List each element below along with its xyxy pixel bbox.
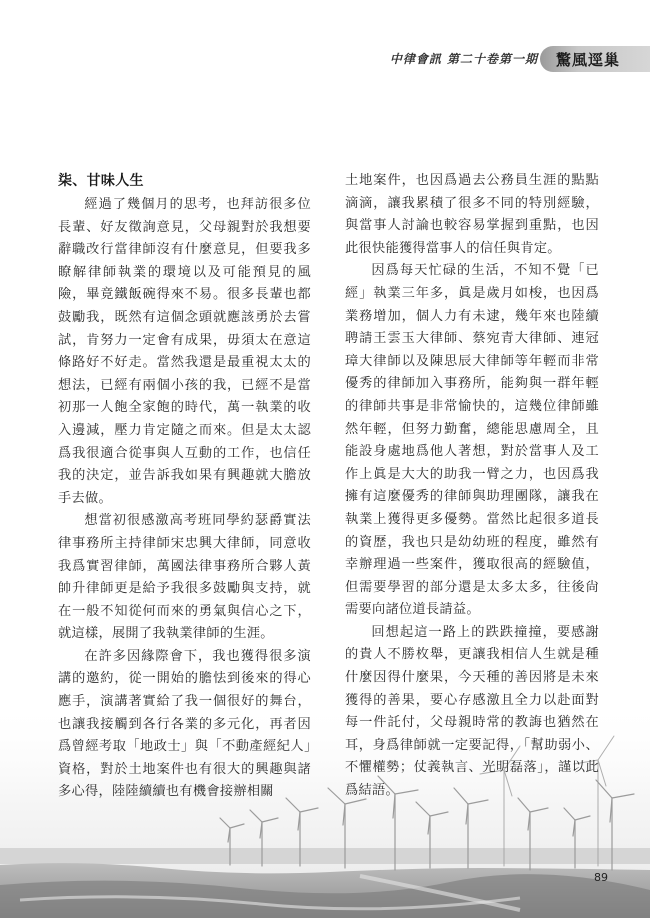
page-number: 89 <box>594 871 608 884</box>
left-column <box>58 170 311 804</box>
paragraph: 因爲每天忙碌的生活，不知不覺「已經」執業三年多，眞是歲月如梭，也因爲業務增加，個人力有未逮，幾年來也陸續聘請王雲玉大律師、蔡宛青大律師、連冠璋大律師以及陳思辰大律師等年輕而非常優秀的律師加入事務所，能夠與一群年輕的律師共事是非常愉快的，這幾位律師雖然年輕，但努力勤奮，總能思慮周全，且能設身處地爲他人著想，對於當事人及工作上眞是大大的助我一臂之力，也因爲我擁有這麼優秀的律師與助理團隊，讓我在執業上獲得更多優勢。當然比起很多道長的資歷，我也只是幼幼班的程度，雖然有幸辦理過一些案件，獲取很高的經驗值，但需要學習的部分還是太多太多，往後尙需要向諸位道長請益。 <box>345 263 599 618</box>
right-column <box>345 170 599 803</box>
paragraph: 在許多因緣際會下，我也獲得很多演講的邀約，從一開始的膽怯到後來的得心應手，演講著實給了我一個很好的舞台，也讓我接觸到各行各業的多元化，再者因爲曾經考取「地政士」與「不動產經紀人」資格，對於土地案件也有很大的興趣與諸多心得，陸陸續續也有機會接辦相關 <box>58 648 311 800</box>
paragraph: 土地案件，也因爲過去公務員生涯的點點滴滴，讓我累積了很多不同的特別經驗，與當事人討論也較容易掌握到重點，也因此很快能獲得當事人的信任與肯定。 <box>345 173 599 256</box>
publication-title: 中律會訊 第二十卷第一期 <box>389 52 538 66</box>
section-title: 柒、甘味人生 <box>58 173 144 189</box>
section-tab-label: 驚風逕巢 <box>556 51 621 69</box>
paragraph: 想當初很感激高考班同學約瑟爵實法律事務所主持律師宋忠興大律師，同意收我爲實習律師，萬國法律事務所合夥人黃帥升律師更是給予我很多鼓勵與支持，就在一般不知從何而來的勇氣與信心之下，就這樣，展開了我執業律師的生涯。 <box>58 513 311 642</box>
section-tab <box>540 46 650 72</box>
page-header <box>0 48 650 70</box>
paragraph: 回想起這一路上的跌跌撞撞，要感謝的貴人不勝枚舉，更讓我相信人生就是種什麼因得什麼果，今天種的善因將是未來獲得的善果，要心存感激且全力以赴面對每一件託付，父母親時常的教誨也猶然在耳，身爲律師就一定要記得，「幫助弱小、不懼權勢；仗義執言、光明磊落」，謹以此爲結語。 <box>345 624 599 799</box>
paragraph: 經過了幾個月的思考，也拜訪很多位長輩、好友徵詢意見，父母親對於我想要辭職改行當律師沒有什麼意見，但要我多瞭解律師執業的環境以及可能預見的風險，畢竟鐵飯碗得來不易。很多長輩也都鼓勵我，既然有這個念頭就應該勇於去嘗試，肯努力一定會有成果，毋須太在意這條路好不好走。當然我還是最重視太太的想法，已經有兩個小孩的我，已經不是當初那一人飽全家飽的時代，萬一執業的收入邊減，壓力肯定隨之而來。但是太太認爲我很適合從事與人互動的工作，也信任我的決定，並告訴我如果有興趣就大膽放手去做。 <box>58 197 311 506</box>
